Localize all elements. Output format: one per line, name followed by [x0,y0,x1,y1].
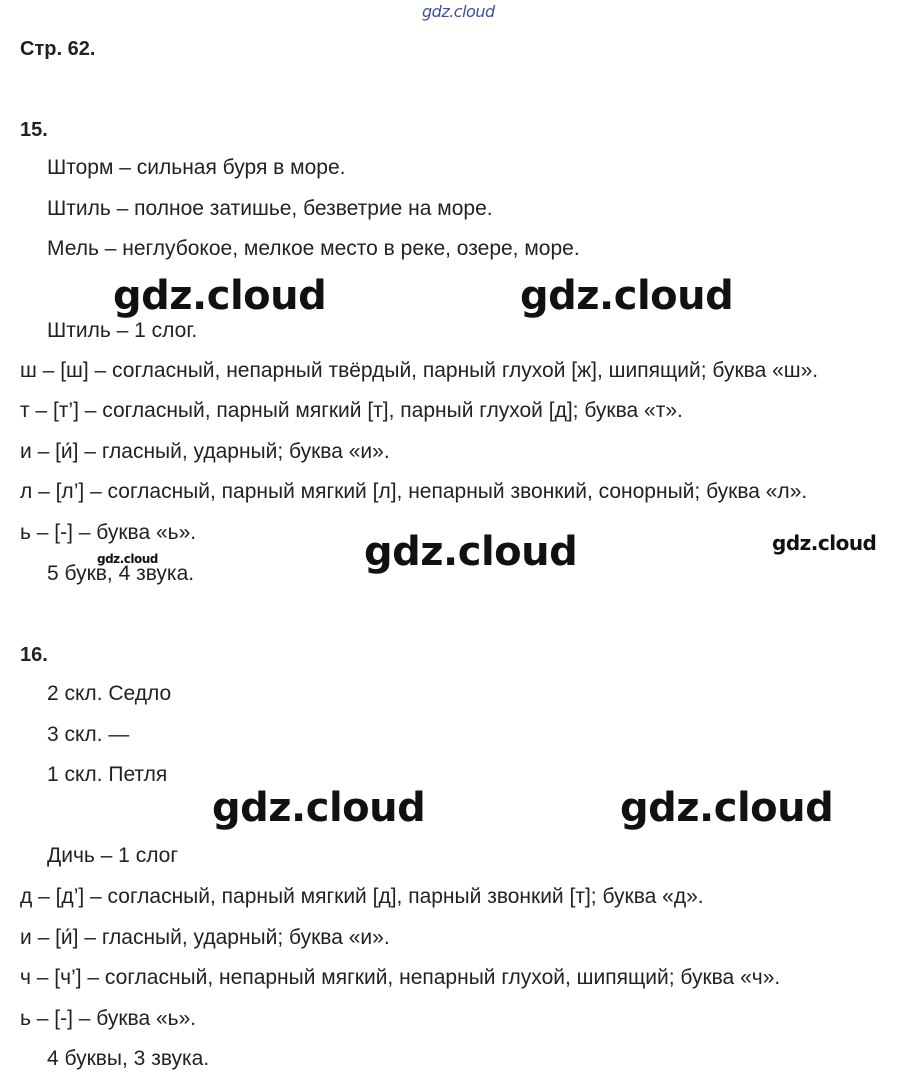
definition-line: Мель – неглубокое, мелкое место в реке, озере, море. [47,237,580,260]
declension-line: 3 скл. — [47,723,130,746]
phonetic-analysis-line: и – [и́] – гласный, ударный; буква «и». [20,926,390,949]
task-15-number: 15. [20,119,48,141]
declension-line: 1 скл. Петля [47,763,168,786]
phonetic-analysis-line: ь – [-] – буква «ь». [20,521,197,544]
phonetic-analysis-line: и – [и́] – гласный, ударный; буква «и». [20,440,390,463]
watermark-large: gdz.cloud [520,273,734,319]
watermark-medium: gdz.cloud [772,531,877,555]
watermark-top: gdz.cloud [422,2,495,21]
watermark-small: gdz.cloud [97,552,158,566]
definition-line: Штиль – полное затишье, безветрие на море. [47,197,493,220]
phonetic-analysis-line: т – [т’] – согласный, парный мягкий [т], парный глухой [д]; буква «т». [20,399,683,422]
syllable-count: Штиль – 1 слог. [47,319,198,342]
letter-sound-summary: 4 буквы, 3 звука. [47,1047,210,1070]
phonetic-analysis-line: ш – [ш] – согласный, непарный твёрдый, парный глухой [ж], шипящий; буква «ш». [20,359,819,382]
page-header: Стр. 62. [20,38,96,60]
phonetic-analysis-line: ч – [ч’] – согласный, непарный мягкий, непарный глухой, шипящий; буква «ч». [20,966,781,989]
watermark-large: gdz.cloud [620,785,834,831]
syllable-count: Дичь – 1 слог [47,844,179,867]
watermark-large: gdz.cloud [113,273,327,319]
watermark-large: gdz.cloud [212,785,426,831]
task-16-number: 16. [20,644,48,666]
declension-line: 2 скл. Седло [47,682,172,705]
phonetic-analysis-line: д – [д’] – согласный, парный мягкий [д], парный звонкий [т]; буква «д». [20,885,704,908]
definition-line: Шторм – сильная буря в море. [47,156,346,179]
letter-sound-summary: 5 букв, 4 звука. [47,562,195,585]
phonetic-analysis-line: л – [л’] – согласный, парный мягкий [л], непарный звонкий, сонорный; буква «л». [20,480,808,503]
watermark-large: gdz.cloud [364,529,578,575]
phonetic-analysis-line: ь – [-] – буква «ь». [20,1007,197,1030]
